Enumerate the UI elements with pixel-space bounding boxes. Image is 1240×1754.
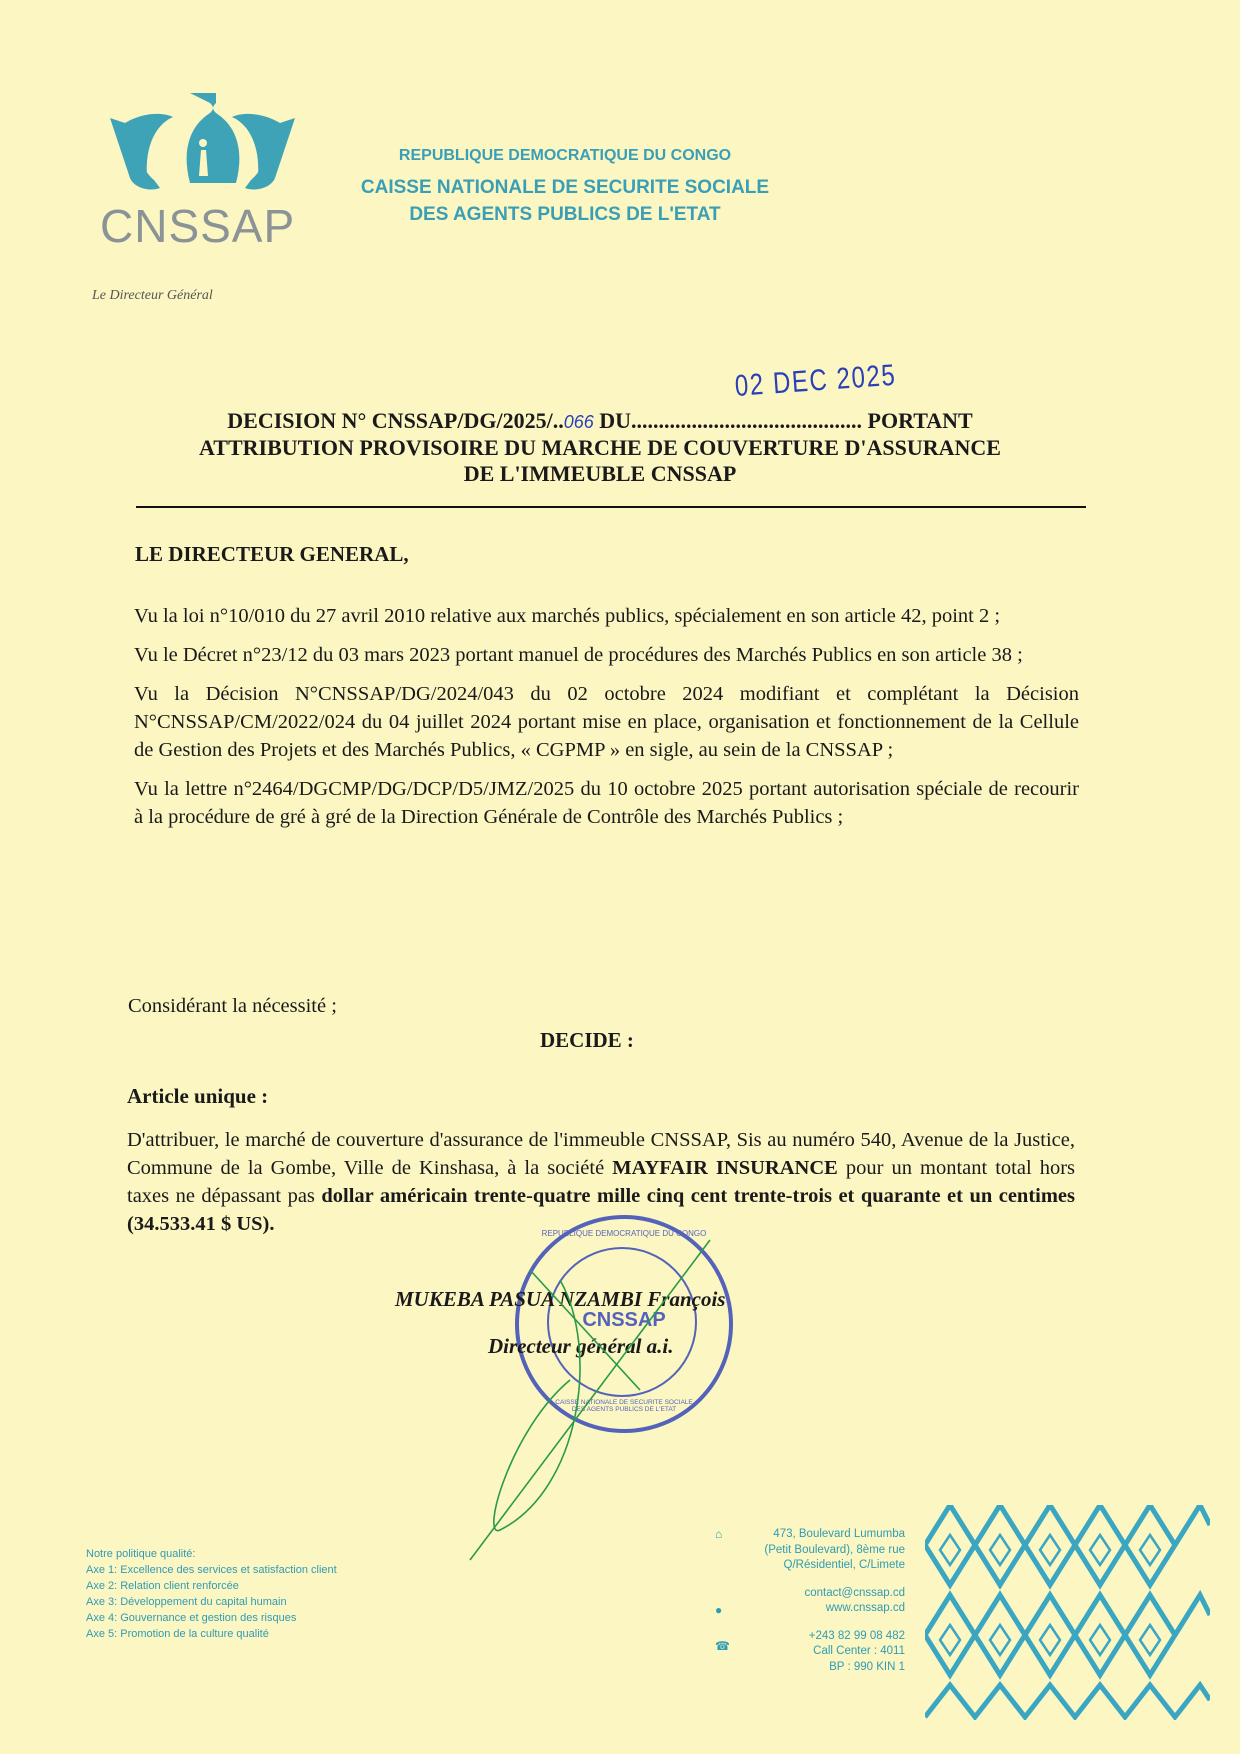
company-name: MAYFAIR INSURANCE (612, 1157, 838, 1179)
title-line1: DECISION N° CNSSAP/DG/2025/..066 DU.......................................... PORTANT (227, 408, 973, 433)
consideration-item: Vu le Décret n°23/12 du 03 mars 2023 portant manuel de procédures des Marchés Publics en son article 38 ; (134, 644, 1023, 666)
handwritten-number: 066 (563, 412, 594, 432)
web-icon: ● (715, 1603, 723, 1617)
address-line: Q/Résidentiel, C/Limete (783, 1559, 905, 1571)
decide-heading: DECIDE : (540, 1028, 634, 1052)
stamp-top-text: REPUBLIQUE DEMOCRATIQUE DU CONGO (541, 1229, 707, 1238)
date-stamp: 02 DEC 2025 (733, 358, 898, 403)
org-name-line2: DES AGENTS PUBLICS DE L'ETAT (409, 204, 721, 225)
quality-axis: Axe 3: Développement du capital humain (86, 1596, 287, 1608)
title-divider (136, 506, 1086, 508)
consideration-item: Vu la lettre n°2464/DGCMP/DG/DCP/D5/JMZ/2025 du 10 octobre 2025 portant autorisation spéciale de recourir à la procédure de gré à gré de la Direction Générale de Contrôle des Marchés Publics ; (134, 778, 1079, 828)
address-line: (Petit Boulevard), 8ème rue (764, 1543, 905, 1556)
country-name: REPUBLIQUE DEMOCRATIQUE DU CONGO (398, 147, 732, 164)
contract-amount: dollar américain trente-quatre mille cinq cent trente-trois et quarante et un centimes (34.533.41 $ US). (127, 1185, 1075, 1235)
phone-number: +243 82 99 08 482 (808, 1629, 905, 1642)
quality-axis: Axe 4: Gouvernance et gestion des risques (86, 1612, 297, 1624)
considerations (134, 602, 1079, 842)
diamond-pattern-decoration (925, 1505, 1210, 1720)
email-link[interactable]: contact@cnssap.cd (804, 1586, 905, 1599)
home-icon: ⌂ (715, 1527, 723, 1541)
quality-axis: Axe 5: Promotion de la culture qualité (86, 1628, 269, 1640)
address-line: 473, Boulevard Lumumba (773, 1528, 905, 1540)
po-box: BP : 990 KIN 1 (829, 1660, 905, 1673)
stamp-center-text: CNSSAP (582, 1309, 666, 1331)
signatory-name: MUKEBA PASUA NZAMBI François (395, 1287, 726, 1311)
org-name-line1: CAISSE NATIONALE DE SECURITE SOCIALE (360, 177, 770, 198)
article-body: D'attribuer, le marché de couverture d'assurance de l'immeuble CNSSAP, Sis au numéro 540, Avenue de la Justice, Commune de la Gombe, Ville de Kinshasa, à la société MAYFAIR INSURANCE pour un montant total hors taxes ne dépassant pas dollar américain trente-quatre mille cinq cent trente-trois et quarante et un centimes (34.533.41 $ US). (127, 1129, 1075, 1235)
handwritten-signature (440, 1230, 760, 1570)
office-script-label: Le Directeur Général (92, 288, 213, 303)
cnssap-logo (95, 88, 310, 258)
website-link[interactable]: www.cnssap.cd (825, 1602, 905, 1614)
quality-axis: Axe 2: Relation client renforcée (86, 1580, 239, 1592)
quality-axis: Axe 1: Excellence des services et satisfaction client (86, 1564, 337, 1576)
logo-emblem-icon (95, 88, 310, 198)
decision-title (120, 408, 1080, 487)
consideration-item: Vu la Décision N°CNSSAP/DG/2024/043 du 02 octobre 2024 modifiant et complétant la Décision N°CNSSAP/CM/2022/024 du 04 juillet 2024 portant mise en place, organisation et fonctionnement de la Cellule de Gestion des Projets et des Marchés Publics, « CGPMP » en sigle, au sein de la CNSSAP ; (134, 683, 1079, 761)
title-line2: ATTRIBUTION PROVISOIRE DU MARCHE DE COUVERTURE D'ASSURANCE (199, 435, 1001, 460)
logo-text: CNSSAP (100, 200, 296, 252)
phone-icon: ☎ (715, 1639, 730, 1653)
article-title: Article unique : (127, 1084, 269, 1108)
addressee: LE DIRECTEUR GENERAL, (135, 542, 409, 566)
stamp-bottom-text: CAISSE NATIONALE DE SECURITE SOCIALE DES AGENTS PUBLICS DE L'ETAT (555, 1399, 693, 1413)
consideration-item: Vu la loi n°10/010 du 27 avril 2010 relative aux marchés publics, spécialement en son article 42, point 2 ; (134, 605, 1001, 627)
considering-text: Considérant la nécessité ; (128, 995, 337, 1017)
contact-info (640, 1527, 905, 1675)
call-center: Call Center : 4011 (813, 1645, 905, 1657)
signatory-role: Directeur général a.i. (488, 1334, 674, 1358)
quality-policy-title: Notre politique qualité: (86, 1548, 196, 1560)
quality-policy (86, 1546, 337, 1642)
title-line3: DE L'IMMEUBLE CNSSAP (463, 461, 737, 486)
